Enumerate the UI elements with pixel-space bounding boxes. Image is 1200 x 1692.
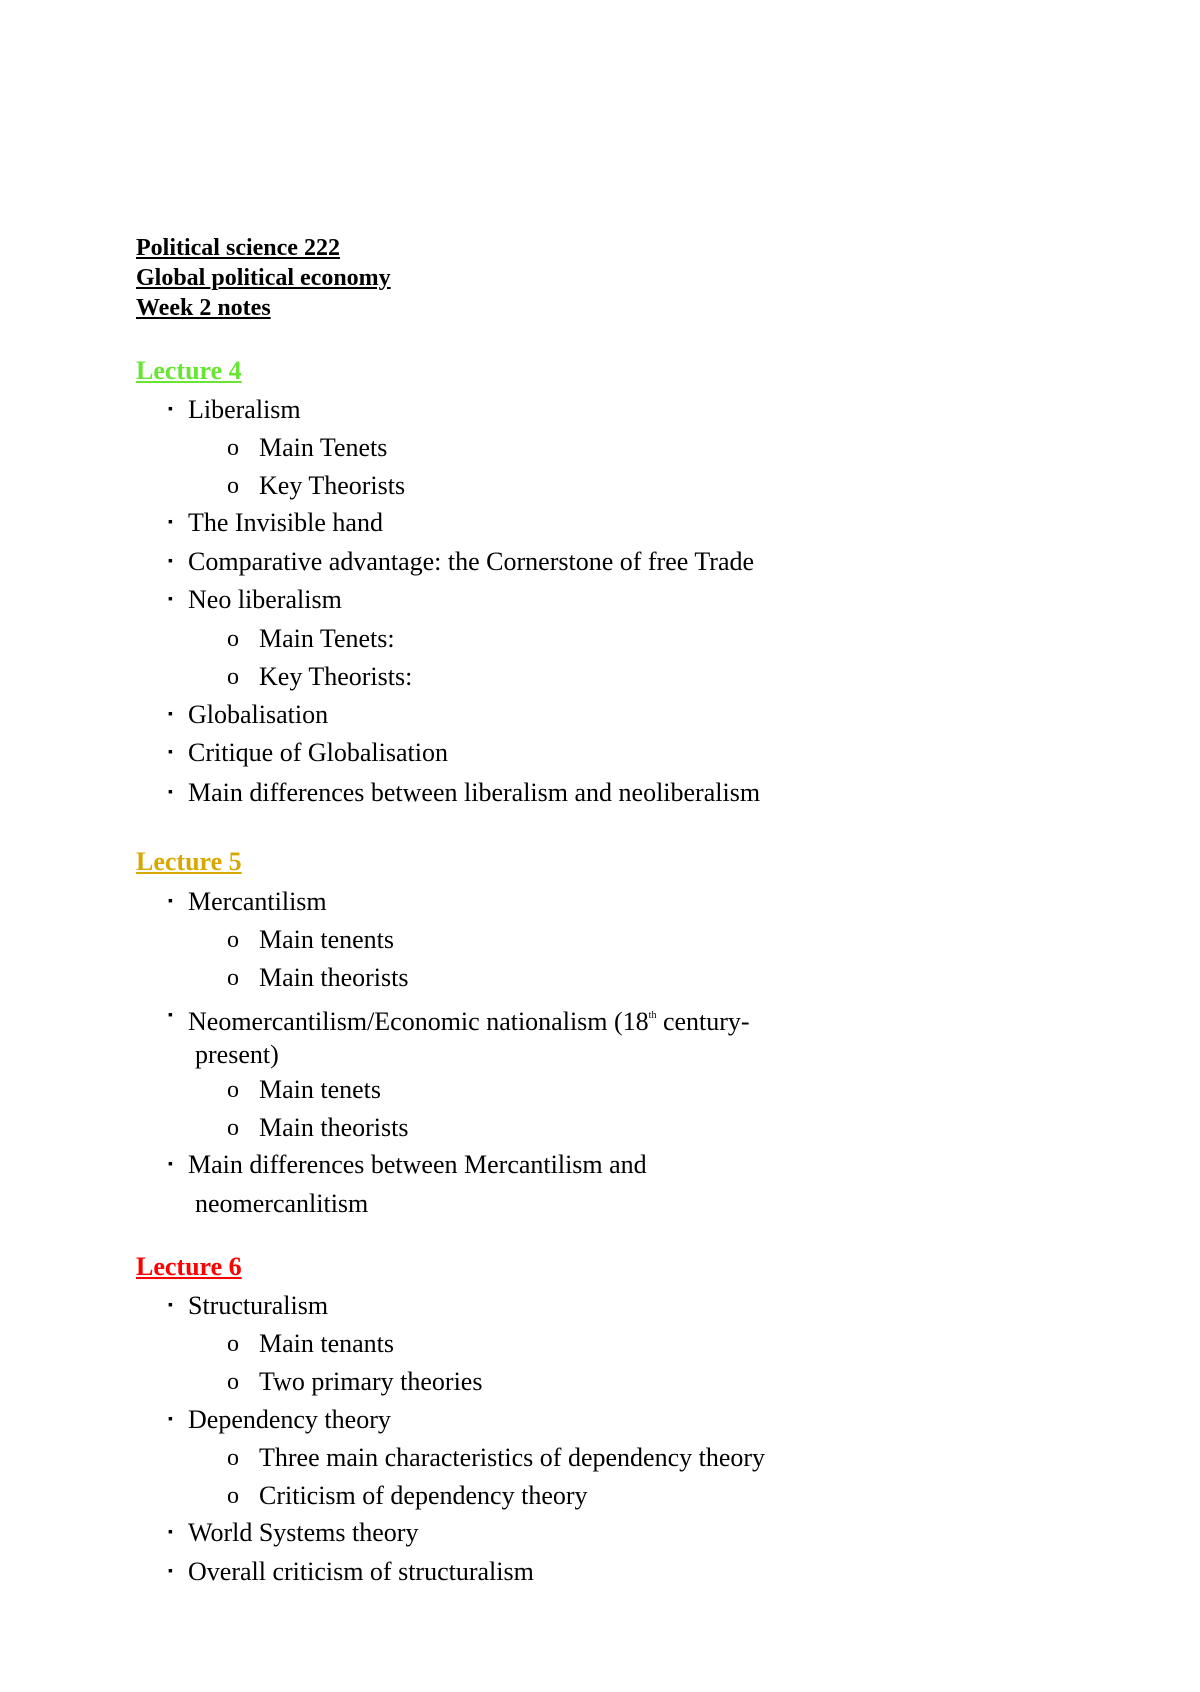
list-item <box>188 1000 750 1038</box>
list-item: Neo liberalism <box>188 585 342 614</box>
sub-list-item: Two primary theories <box>259 1367 483 1396</box>
list-item: Globalisation <box>188 700 329 729</box>
sub-bullet-icon: o <box>227 1445 239 1471</box>
list-item: Main differences between liberalism and neoliberalism <box>188 778 761 807</box>
list-item: The Invisible hand <box>188 508 383 537</box>
list-item-continuation: present) <box>195 1040 279 1069</box>
sub-bullet-icon: o <box>227 626 239 652</box>
sub-bullet-icon: o <box>227 1369 239 1395</box>
sub-list-item: Three main characteristics of dependency theory <box>259 1443 766 1472</box>
list-item-text: Neomercantilism/Economic nationalism (18 <box>188 1007 649 1036</box>
sub-list-item: Main Tenets: <box>259 624 395 653</box>
bullet-icon: ▪ <box>168 894 173 909</box>
lecture-5-heading: Lecture 5 <box>136 847 242 876</box>
bullet-icon: ▪ <box>168 402 173 417</box>
lecture-6-heading: Lecture 6 <box>136 1252 242 1281</box>
list-item: Critique of Globalisation <box>188 738 448 767</box>
sub-bullet-icon: o <box>227 1077 239 1103</box>
list-item-text: century- <box>656 1007 750 1036</box>
list-item: Comparative advantage: the Cornerstone of free Trade <box>188 547 755 576</box>
sub-list-item: Key Theorists: <box>259 662 413 691</box>
sub-bullet-icon: o <box>227 1115 239 1141</box>
list-item-continuation: neomercanlitism <box>195 1189 369 1218</box>
list-item: World Systems theory <box>188 1518 419 1547</box>
list-item: Dependency theory <box>188 1405 391 1434</box>
bullet-icon: ▪ <box>168 707 173 722</box>
sub-bullet-icon: o <box>227 927 239 953</box>
bullet-icon: ▪ <box>168 592 173 607</box>
bullet-icon: ▪ <box>168 745 173 760</box>
sub-bullet-icon: o <box>227 664 239 690</box>
lecture-4-heading: Lecture 4 <box>136 356 242 385</box>
sub-list-item: Main Tenets <box>259 433 388 462</box>
sub-bullet-icon: o <box>227 435 239 461</box>
list-item: Structuralism <box>188 1291 329 1320</box>
sub-bullet-icon: o <box>227 1483 239 1509</box>
week-label: Week 2 notes <box>136 295 271 321</box>
course-subject: Global political economy <box>136 265 391 291</box>
sub-list-item: Key Theorists <box>259 471 406 500</box>
sub-list-item: Criticism of dependency theory <box>259 1481 588 1510</box>
bullet-icon: ▪ <box>168 1008 173 1023</box>
bullet-icon: ▪ <box>168 1412 173 1427</box>
sub-list-item: Main tenents <box>259 925 395 954</box>
sub-list-item: Main tenets <box>259 1075 382 1104</box>
bullet-icon: ▪ <box>168 515 173 530</box>
sub-list-item: Main tenants <box>259 1329 395 1358</box>
list-item: Liberalism <box>188 395 301 424</box>
sub-list-item: Main theorists <box>259 1113 409 1142</box>
list-item: Main differences between Mercantilism and <box>188 1150 647 1179</box>
bullet-icon: ▪ <box>168 1298 173 1313</box>
bullet-icon: ▪ <box>168 1157 173 1172</box>
sub-bullet-icon: o <box>227 473 239 499</box>
course-title: Political science 222 <box>136 235 340 261</box>
bullet-icon: ▪ <box>168 1525 173 1540</box>
sub-list-item: Main theorists <box>259 963 409 992</box>
bullet-icon: ▪ <box>168 1564 173 1579</box>
list-item: Mercantilism <box>188 887 327 916</box>
sub-bullet-icon: o <box>227 965 239 991</box>
bullet-icon: ▪ <box>168 785 173 800</box>
sub-bullet-icon: o <box>227 1331 239 1357</box>
bullet-icon: ▪ <box>168 554 173 569</box>
list-item: Overall criticism of structuralism <box>188 1557 534 1586</box>
superscript: th <box>648 1010 657 1021</box>
